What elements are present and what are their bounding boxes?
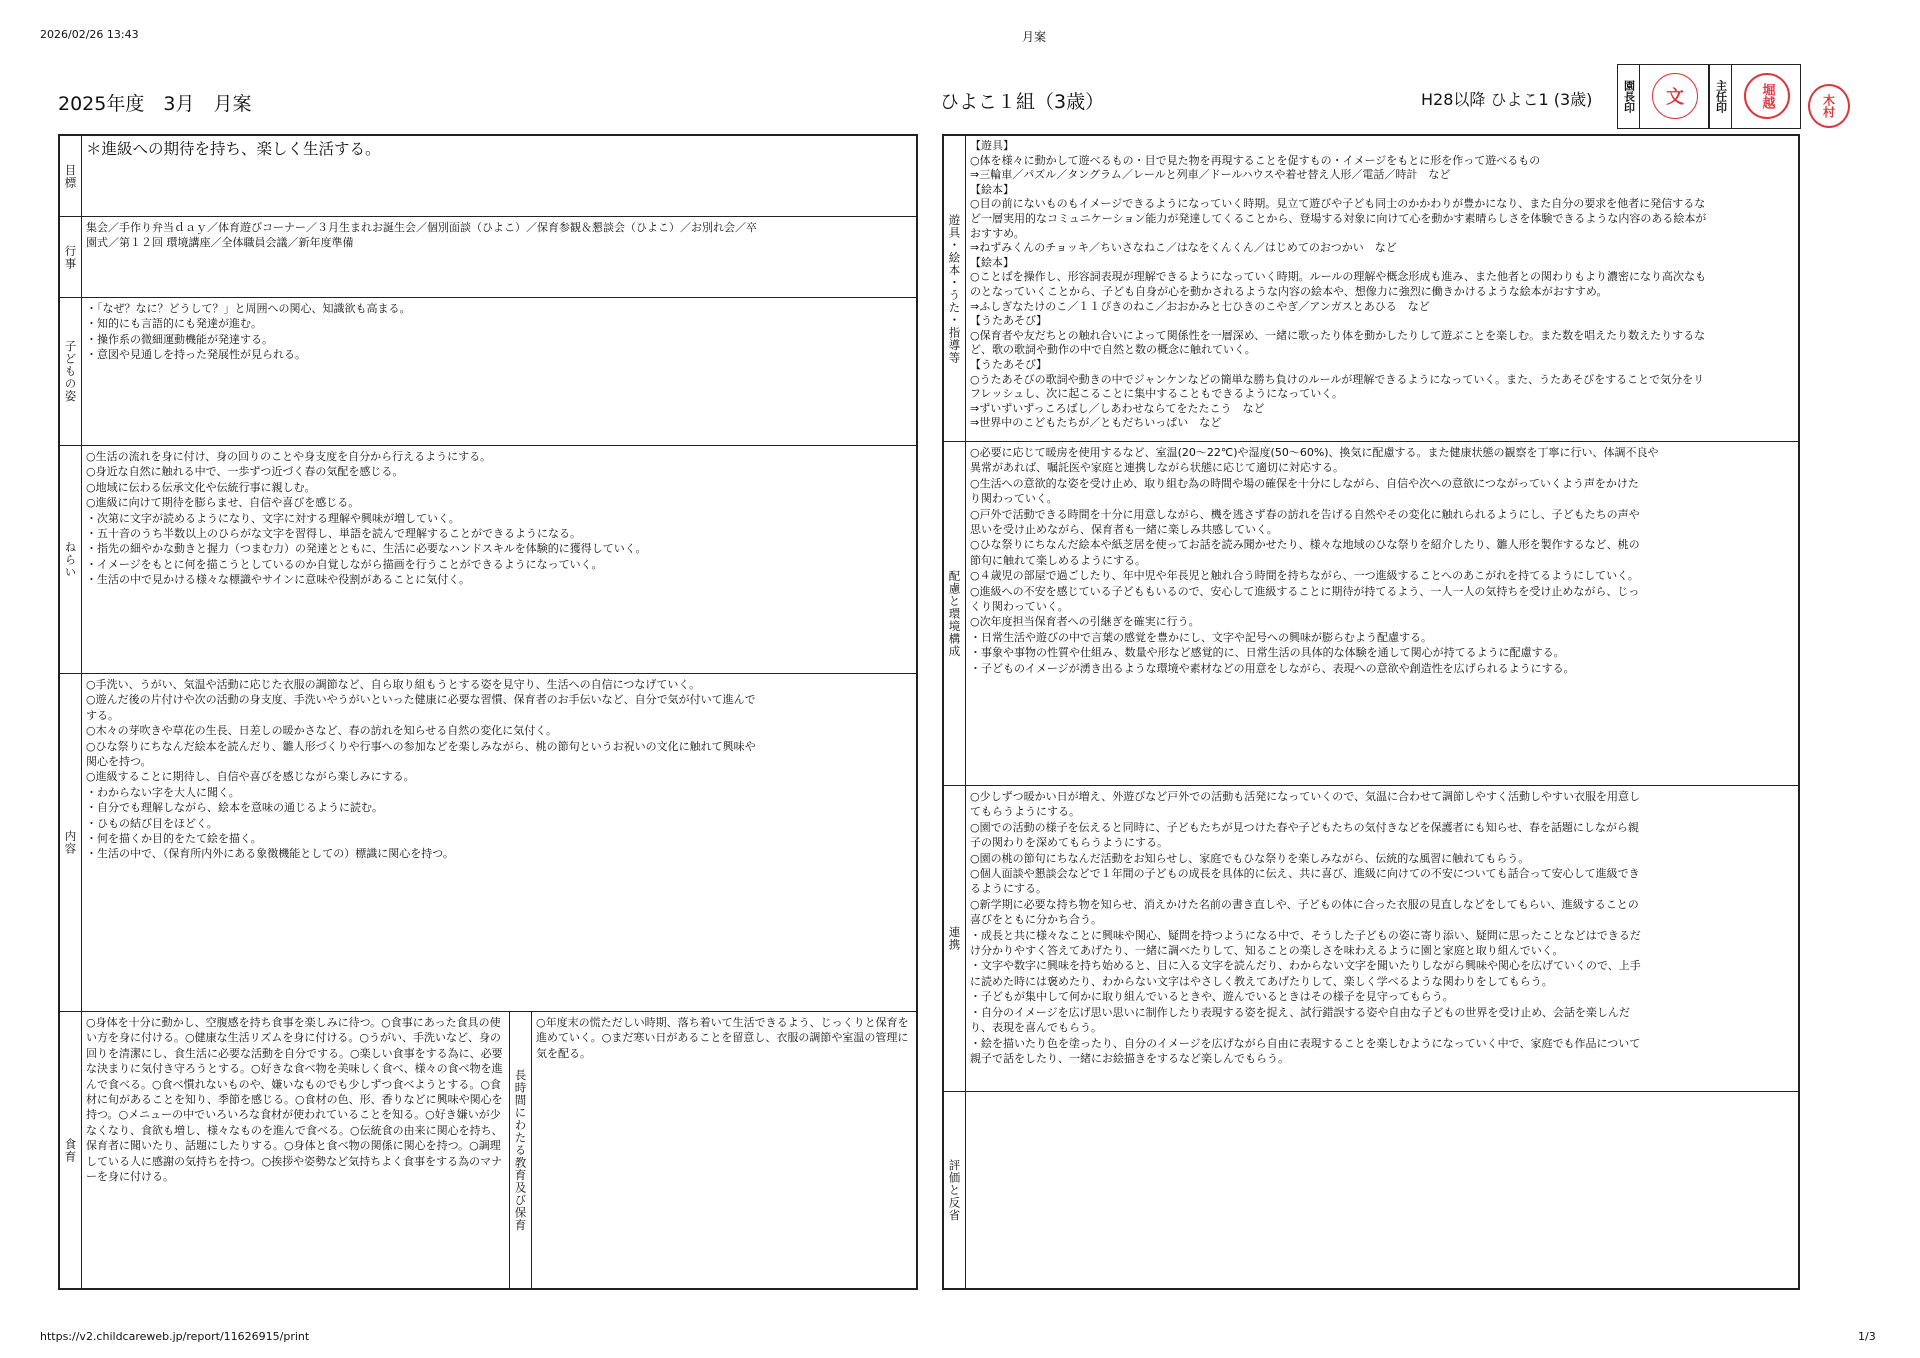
text-line: 喜びをともに分かち合う。 <box>970 913 1102 927</box>
text-line: ○好きな食べ物を美味しく食べ、様々の食べ物を進んで食べる。 <box>86 1062 503 1091</box>
events-label: 行事 <box>60 217 82 297</box>
events-row <box>60 217 916 298</box>
class-name: ひよこ１組（3歳） <box>940 91 1105 113</box>
stamp-label: 主任印 <box>1710 65 1732 128</box>
coop-row <box>944 786 1798 1092</box>
text-line: るようにする。 <box>970 882 1047 896</box>
food-label: 食育 <box>60 1012 82 1288</box>
text-line: ⇒ふしぎなたけのこ／１１ぴきのねこ／おおかみと七ひきのこやぎ／アンガスとあひる など <box>970 299 1430 313</box>
text-line: ○うがい、手洗いなど、身の回りを清潔にし、食生活に必要な活動を自 <box>86 1031 501 1060</box>
materials-row <box>944 136 1798 442</box>
eval-text[interactable] <box>966 1092 1798 1288</box>
text-line: おすすめ。 <box>970 226 1025 240</box>
left-plan-table <box>58 134 918 1290</box>
text-line: ・「なぜ？なに？どうして？」と周囲への関心、知識欲も高まる。 <box>86 302 411 315</box>
text-line: ○挨拶や姿勢など気持ちよく食事をする為のマナーを身に付ける。 <box>86 1154 503 1184</box>
text-line: ○次年度担当保育者への引継ぎを確実に行う。 <box>970 615 1200 629</box>
goal-text: ＊進級への期待を持ち、楽しく生活する。 <box>86 140 381 158</box>
text-line: ○楽しい食事をする為に、必要な決まりに気付き守ろうとする。 <box>86 1046 503 1076</box>
text-line: ・知的にも言語的にも発達が進む。 <box>86 317 262 331</box>
text-line: を配る。 <box>547 1046 591 1060</box>
text-line: 子の関わりを深めてもらうようにする。 <box>970 836 1168 850</box>
text-line: 【遊具】 <box>970 139 1014 152</box>
text-line: ・わからない字を大人に聞く。 <box>86 785 240 799</box>
food-text <box>82 1012 510 1288</box>
text-line: ○進級することに期待し、自信や喜びを感じながら楽しみにする。 <box>86 770 415 784</box>
text-line: ○食べ慣れないものや、嫌いなものでも少しずつ食べようとする。 <box>152 1077 481 1091</box>
text-line: のとなっていくことから、子ども自身が心を動かされるような内容の絵本や、想像力に強烈に働きかけるような絵本がおすすめ。 <box>970 284 1608 298</box>
long-hours-label: 長時間にわたる教育及び保育 <box>510 1012 532 1288</box>
text-line: 集会／手作り弁当ｄａｙ／体育遊びコーナー／３月生まれお誕生会／個別面談（ひよこ）／保育参観＆懇談会（ひよこ）／お別れ会／卒 <box>86 221 757 234</box>
text-line: ど一層実用的なコミュニケーション能力が発達してくることから、登場する対象に向けて心を動かす素晴らしさを体験できるような内容のある絵本が <box>970 211 1707 225</box>
eval-row <box>944 1092 1798 1288</box>
text-line: てもらうようにする。 <box>970 805 1080 819</box>
text-line: ○手洗い、うがい、気温や活動に応じた衣服の調節など、自ら取り組もうとする姿を見守り、生活への自信につなげていく。 <box>86 678 701 691</box>
text-line: ○進級に向けて期待を膨らませ、自信や喜びを感じる。 <box>86 496 360 510</box>
text-line: ○遊んだ後の片付けや次の活動の身支度、手洗いやうがいといった健康に必要な習慣、保育者のお手伝いなど、自分で気が付いて進んで <box>86 693 756 707</box>
coop-text <box>966 786 1798 1091</box>
text-line: ○身体と食べ物の関係に関心を持つ。 <box>284 1139 470 1153</box>
text-line: ○保育者や友だちとの触れ合いによって関係性を一層深め、一緒に歌ったり体を動かしたりして遊ぶことを楽しむ。また数を唱えたり数えたりするな <box>970 328 1706 342</box>
text-line: ・文字や数字に興味を持ち始めると、目に入る文字を読んだり、わからない文字を聞いたりしながら興味や関心を広げていくので、上手 <box>970 959 1641 973</box>
text-line: ・指先の細やかな動きと握力（つまむ力）の発達とともに、生活に必要なハンドスキルを体験的に獲得していく。 <box>86 542 647 556</box>
text-line: ○新学期に必要な持ち物を知らせ、消えかけた名前の書き直しや、子どもの体に合った衣服の見直しなどをしてもらい、進級することの <box>970 897 1639 911</box>
text-line: ど、歌の歌詞や動作の中で自然と数の概念に触れていく。 <box>970 343 1256 357</box>
text-line: り、表現を喜んでもらう。 <box>970 1021 1102 1035</box>
text-line: け分かりやすく答えてあげたり、一緒に調べたりして、知ることの楽しさを味わえるように園と家庭と取り組んでいく。 <box>970 944 1564 958</box>
long-hours-text <box>532 1012 916 1288</box>
text-line: ○体を様々に動かして遊べるもの・目で見た物を再現することを促すもの・イメージをもとに形を作って遊べるもの <box>970 153 1541 167</box>
text-line: 関心を持つ。 <box>86 755 152 769</box>
print-page-number: 1/3 <box>1858 1330 1876 1343</box>
content-label: 内容 <box>60 674 82 1011</box>
text-line: 異常があれば、嘱託医や家庭と連携しながら状態に応じて適切に対応する。 <box>970 461 1344 475</box>
text-line: ・絵を描いたり色を塗ったり、自分のイメージを広げながら自由に表現することを楽しむようになっていく中で、家庭でも作品について <box>970 1036 1641 1050</box>
text-line: ・五十音のうち半数以上のひらがな文字を習得し、単語を読んで理解することができるようになる。 <box>86 527 581 541</box>
text-line: ○身近な自然に触れる中で、一歩ずつ近づく春の気配を感じる。 <box>86 465 404 479</box>
text-line: 【絵本】 <box>970 182 1014 196</box>
chief-stamp-box <box>1709 64 1801 129</box>
text-line: ○ひな祭りにちなんだ絵本を読んだり、雛人形づくりや行事への参加などを楽しみながら、桃の節句というお祝いの文化に触れて興味や <box>86 739 756 753</box>
text-line: 思いを受け止めながら、保育者も一緒に楽しみ共感していく。 <box>970 523 1278 537</box>
content-text <box>82 674 916 1011</box>
care-label: 配慮と環境構成 <box>944 442 966 785</box>
goal-row <box>60 136 916 217</box>
text-line: 分でする。 <box>295 1046 350 1060</box>
text-line: 【絵本】 <box>970 255 1014 269</box>
content-row <box>60 674 916 1012</box>
text-line: ・子どもが集中して何かに取り組んでいるときや、遊んでいるときはその様子を見守ってもらう。 <box>970 990 1454 1004</box>
document-title: 2025年度 3月 月案 <box>58 93 252 115</box>
text-line: りと保育を進めていく。 <box>536 1016 909 1045</box>
children-label: 子どもの姿 <box>60 298 82 445</box>
children-text <box>82 298 916 445</box>
text-line: ・生活の中で、（保育所内外にある象徴機能としての）標識に関心を持つ。 <box>86 847 454 861</box>
staff-seal: 木村 <box>1808 84 1850 128</box>
text-line: ・成長と共に様々なことに興味や関心、疑問を持つようになる中で、そうした子どもの姿に寄り添い、疑問に思ったことなどはできるだ <box>970 928 1641 942</box>
text-line: ・次第に文字が読めるようになり、文字に対する理解や興味が増していく。 <box>86 511 460 525</box>
plan-type: H28以降 ひよこ1 (3歳) <box>1421 90 1593 109</box>
text-line: ○ひな祭りにちなんだ絵本や紙芝居を使ってお話を読み聞かせたり、様々な地域のひな祭りを紹介したり、雛人形を製作するなど、桃の <box>970 538 1640 552</box>
text-line: ⇒ずいずいずっころばし／しあわせならてをたたこう など <box>970 401 1265 415</box>
text-line: に読めた時には褒めたり、わからない文字はやさしく教えてあげたりして、楽しく学べるような関わりをしてもらう。 <box>970 974 1553 988</box>
text-line: ・何を描くか目的をたて絵を描く。 <box>86 832 262 846</box>
text-line: ○目の前にないものもイメージできるようになっていく時期。見立て遊びや子ども同士のかかわりが豊かになり、また自分の要求を他者に発信するな <box>970 197 1706 211</box>
text-line: ○戸外で活動できる時間を十分に用意しながら、機を逃さず春の訪れを告げる自然やその変化に触れられるようにし、子どもたちの声や <box>970 507 1640 521</box>
text-line: ○まだ寒い日があることを留意し、衣服の調節や室温の管理に気 <box>536 1031 909 1060</box>
text-line: ○生活への意欲的な姿を受け止め、取り組む為の時間や場の確保を十分にしながら、自信や次への意欲につながっていくよう声をかけた <box>970 476 1639 490</box>
text-line: ○個人面談や懇談会などで１年間の子どもの成長を具体的に伝え、共に喜び、進級に向けての不安についても話合って安心して進級でき <box>970 867 1640 881</box>
text-line: ○うたあそびの歌詞や動きの中でジャンケンなどの簡単な勝ち負けのルールが理解できるようになっていく。また、うたあそびをすることで気分をリ <box>970 372 1705 386</box>
chief-seal: 堀越 <box>1744 73 1790 119</box>
text-line: ○４歳児の部屋で過ごしたり、年中児や年長児と触れ合う時間を持ちながら、一つ進級することへのあこがれを持てるようにしていく。 <box>970 569 1639 583</box>
print-title: 月案 <box>1022 30 1047 44</box>
text-line: ・子どものイメージが湧き出るような環境や素材などの用意をしながら、表現への意欲や創造性を広げられるようにする。 <box>970 661 1575 675</box>
care-row <box>944 442 1798 786</box>
text-line: ・ひもの結び目をほどく。 <box>86 816 218 830</box>
food-row <box>60 1012 916 1288</box>
text-line: ・自分のイメージを広げ思い思いに制作したり表現する姿を捉え、試行錯誤する姿や自由な子どもの世界を受け止め、会話を楽しんだ <box>970 1005 1630 1019</box>
text-line: くり関わっていく。 <box>970 600 1069 614</box>
materials-text <box>966 136 1798 441</box>
text-line: ⇒世界中のこどもたちが／ともだちいっぱい など <box>970 416 1222 430</box>
text-line: ○メニューの中でいろいろな食材が使われていることを知る。 <box>118 1108 426 1122</box>
text-line: ○好き嫌いが少なくなり、食欲も増し、様々なものを進んで食べる。 <box>86 1108 501 1137</box>
stamp-label: 園長印 <box>1618 65 1640 128</box>
text-line: ○食事にあった食具の使い方を身に付ける。 <box>86 1016 501 1045</box>
text-line: ○木々の芽吹きや草花の生長、日差しの暖かさなど、春の訪れを知らせる自然の変化に気付く。 <box>86 724 558 738</box>
right-plan-table <box>942 134 1800 1290</box>
print-url[interactable]: https://v2.childcareweb.jp/report/11626915/print <box>40 1330 310 1343</box>
print-date: 2026/02/26 13:43 <box>40 28 139 41</box>
text-line: ・生活の中で見かける様々な標識やサインに意味や役割があることに気付く。 <box>86 573 471 587</box>
aims-label: ねらい <box>60 446 82 673</box>
text-line: ⇒ねずみくんのチョッキ／ちいさなねこ／はなをくんくん／はじめてのおつかい など <box>970 241 1397 255</box>
text-line: フレッシュし、次に起こることに集中することもできるようになっていく。 <box>970 387 1344 401</box>
goal-label: 目標 <box>60 136 82 216</box>
coop-label: 連携 <box>944 786 966 1091</box>
text-line: ○園の桃の節句にちなんだ活動をお知らせし、家庭でもひな祭りを楽しみながら、伝統的な風習に触れてもらう。 <box>970 851 1530 865</box>
care-text <box>966 442 1798 785</box>
text-line: ・事象や事物の性質や仕組み、数量や形など感覚的に、日常生活の具体的な体験を通して関心が持てるように配慮する。 <box>970 646 1565 660</box>
materials-label: 遊具・絵本・うた・指導等 <box>944 136 966 441</box>
events-text <box>82 217 916 297</box>
children-row <box>60 298 916 446</box>
text-line: ○進級への不安を感じている子どももいるので、安心して進級することに期待が持てるよう、一人一人の気持ちを受け止めながら、じっ <box>970 584 1640 598</box>
text-line: 【うたあそび】 <box>970 314 1047 328</box>
aims-text <box>82 446 916 673</box>
text-line: ○年度末の慌ただしい時期、落ち着いて生活できるよう、じっく <box>536 1016 854 1029</box>
text-line: ○園での活動の様子を伝えると同時に、子どもたちが見つけた春や子どもたちの気付きなどを保護者にも知らせ、春を話題にしながら親 <box>970 820 1639 834</box>
text-line: ○健康な生活リズムを身に付ける。 <box>185 1031 360 1045</box>
text-line: ○必要に応じて暖房を使用するなど、室温(20～22℃)や湿度(50～60%)、換気に配慮する。また健康状態の観察を丁寧に行い、体調不良や <box>970 446 1659 459</box>
text-line: ・意図や見通しを持った発展性が見られる。 <box>86 348 306 362</box>
text-line: ○ことばを操作し、形容詞表現が理解できるようになっていく時期。ルールの理解や概念形成も進み、また他者との関わりもより濃密になり高次なも <box>970 270 1707 284</box>
text-line: ・自分でも理解しながら、絵本を意味の通じるように読む。 <box>86 801 383 815</box>
text-line: ○身体を十分に動かし、空腹感を持ち食事を楽しみに待つ。 <box>86 1016 382 1029</box>
text-line: ・操作系の微細運動機能が発達する。 <box>86 332 273 346</box>
text-line: 【うたあそび】 <box>970 357 1047 371</box>
text-line: ○調理している人に感謝の気持ちを持つ。 <box>86 1139 501 1168</box>
text-line: ⇒三輪車／パズル／タングラム／レールと列車／ドールハウスや着せ替え人形／電話／時計 など <box>970 168 1451 182</box>
text-line: 節句に触れて楽しめるようにする。 <box>970 553 1146 567</box>
text-line: ○地域に伝わる伝承文化や伝統行事に親しむ。 <box>86 480 316 494</box>
principal-stamp-box <box>1617 64 1709 129</box>
eval-label: 評価と反省 <box>944 1092 966 1288</box>
aims-row <box>60 446 916 674</box>
text-line: ○伝統食の由来に関心を持ち、保育者に聞いたり、話題にしたりする。 <box>86 1123 503 1153</box>
text-line: ○生活の流れを身に付け、身の回りのことや身支度を自分から行えるようにする。 <box>86 450 492 463</box>
text-line: ・イメージをもとに何を描こうとしているのか自覚しながら描画を行うことができるようになっていく。 <box>86 557 603 571</box>
principal-seal: 文 <box>1652 73 1698 119</box>
text-line: ・日常生活や遊びの中で言葉の感覚を豊かにし、文字や記号への興味が膨らむよう配慮する。 <box>970 630 1432 644</box>
text-line: ○食材に旬があることを知り、季節を感じる。 <box>86 1077 501 1107</box>
text-line: ○食材の色、形、香りなどに興味や関心を持つ。 <box>86 1093 503 1122</box>
text-line: 親子で話をしたり、一緒にお絵描きをするなど楽しんでもらう。 <box>970 1051 1289 1065</box>
text-line: り関わっていく。 <box>970 492 1058 506</box>
text-line: 園式／第１２回 環境講座／全体職員会議／新年度準備 <box>86 236 354 250</box>
text-line: する。 <box>86 708 119 722</box>
text-line: ○少しずつ暖かい日が増え、外遊びなど戸外での活動も活発になっていくので、気温に合わせて調節しやすく活動しやすい衣服を用意し <box>970 790 1641 803</box>
